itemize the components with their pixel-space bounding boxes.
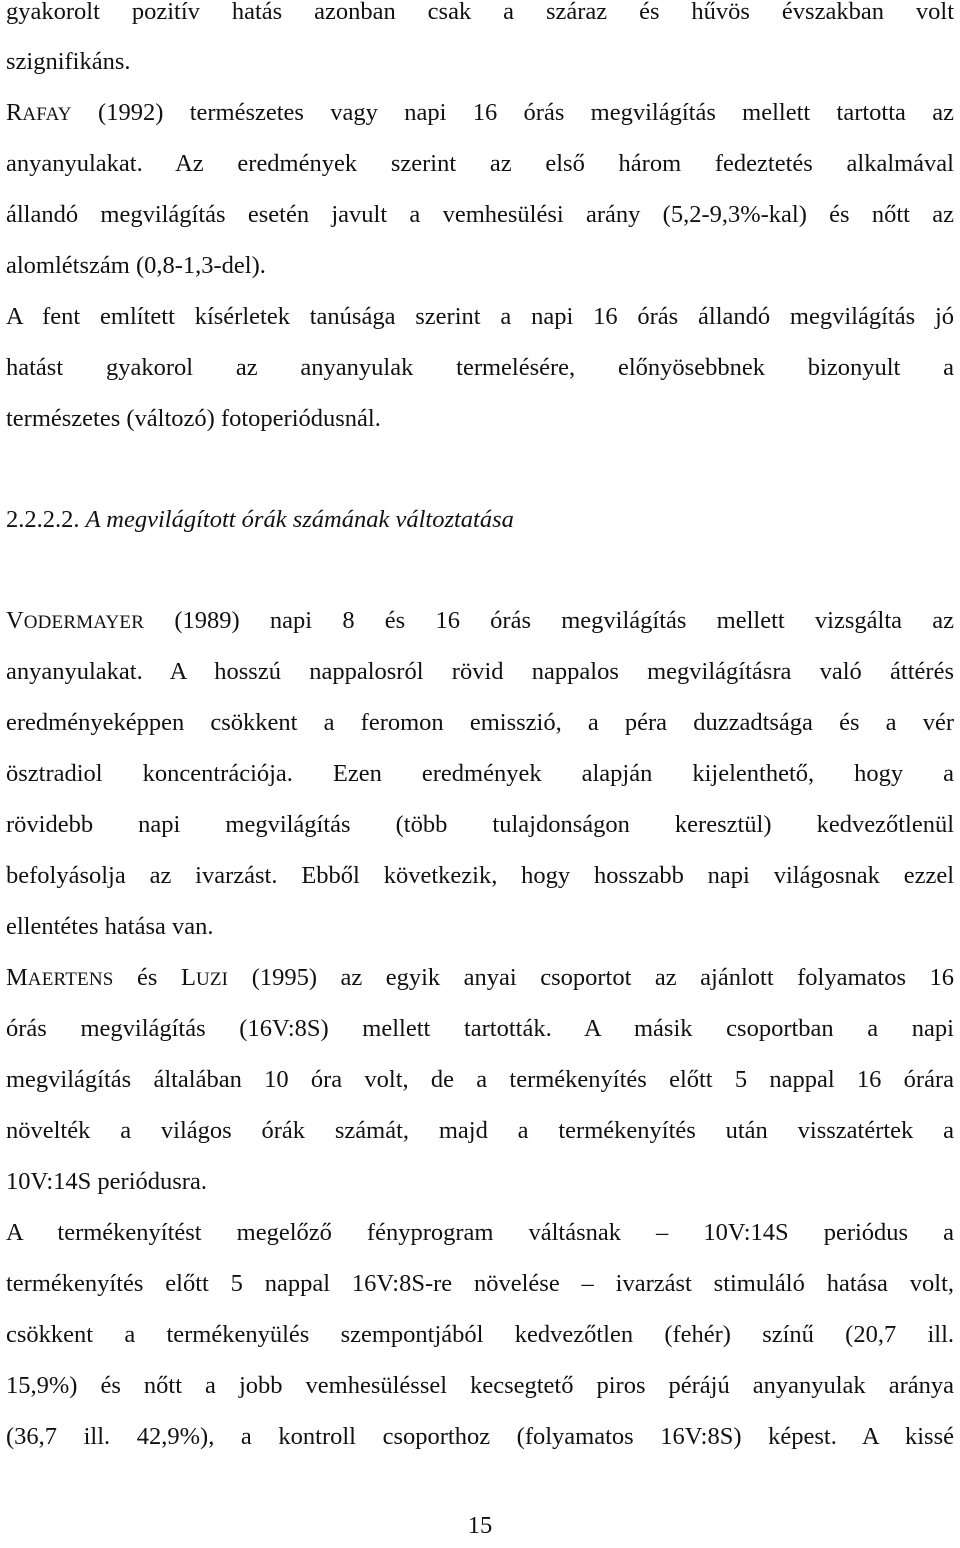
section-title: A megvilágított órák számának változtatása [85,506,514,533]
body-text-line: szignifikáns. [6,48,131,75]
body-text-line: hatást gyakorol az anyanyulak termelésére, előnyösebbnek bizonyult a [6,354,954,381]
author-name: LUZI [180,964,229,991]
body-text-line: megvilágítás általában 10 óra volt, de a termékenyítés előtt 5 nappal 16 órára [6,1066,954,1093]
body-text-line: anyanyulakat. A hosszú nappalosról rövid nappalos megvilágításra való áttérés [6,658,954,685]
body-text-line: gyakorolt pozitív hatás azonban csak a száraz és hűvös évszakban volt [6,0,954,25]
page-number: 15 [467,1512,493,1539]
body-text-line: eredményeképpen csökkent a feromon emisszió, a péra duzzadtsága és a vér [6,709,954,736]
body-text-line: rövidebb napi megvilágítás (több tulajdonságon keresztül) kedvezőtlenül [6,811,954,838]
body-text-line: állandó megvilágítás esetén javult a vemhesülési arány (5,2-9,3%-kal) és nőtt az [6,201,954,228]
section-heading [6,505,954,535]
body-text-line: 10V:14S periódusra. [6,1168,207,1195]
author-name: RAFAY [6,99,72,126]
body-text-line: befolyásolja az ivarzást. Ebből következik, hogy hosszabb napi világosnak ezzel [6,862,954,889]
body-text-line: ellentétes hatása van. [6,913,214,940]
body-text-line: órás megvilágítás (16V:8S) mellett tartották. A másik csoportban a napi [6,1015,954,1042]
section-number: 2.2.2.2. [6,506,80,533]
body-text-line: termékenyítés előtt 5 nappal 16V:8S-re növelése – ivarzást stimuláló hatása volt, [6,1270,954,1297]
body-text-line: természetes (változó) fotoperiódusnál. [6,405,381,432]
body-text-line: (36,7 ill. 42,9%), a kontroll csoporthoz (folyamatos 16V:8S) képest. A kissé [6,1423,954,1450]
body-text-line: alomlétszám (0,8-1,3-del). [6,252,266,279]
body-text-line: ösztradiol koncentrációja. Ezen eredmények alapján kijelenthető, hogy a [6,760,954,787]
body-text-line: RAFAY (1992) természetes vagy napi 16 órás megvilágítás mellett tartotta az [6,99,954,126]
body-text-line: VODERMAYER (1989) napi 8 és 16 órás megvilágítás mellett vizsgálta az [6,607,954,634]
author-name: MAERTENS [6,964,114,991]
body-text-line: 15,9%) és nőtt a jobb vemhesüléssel kecsegtető piros pérájú anyanyulak aránya [6,1372,954,1399]
author-name: VODERMAYER [6,607,145,634]
body-text-line: A termékenyítést megelőző fényprogram váltásnak – 10V:14S periódus a [6,1219,954,1246]
body-text-line: MAERTENS és LUZI (1995) az egyik anyai csoportot az ajánlott folyamatos 16 [6,964,954,991]
body-text-line: A fent említett kísérletek tanúsága szerint a napi 16 órás állandó megvilágítás jó [6,303,954,330]
body-text-line: csökkent a termékenyülés szempontjából kedvezőtlen (fehér) színű (20,7 ill. [6,1321,954,1348]
body-text-line: anyanyulakat. Az eredmények szerint az első három fedeztetés alkalmával [6,150,954,177]
body-text-line: növelték a világos órák számát, majd a termékenyítés után visszatértek a [6,1117,954,1144]
